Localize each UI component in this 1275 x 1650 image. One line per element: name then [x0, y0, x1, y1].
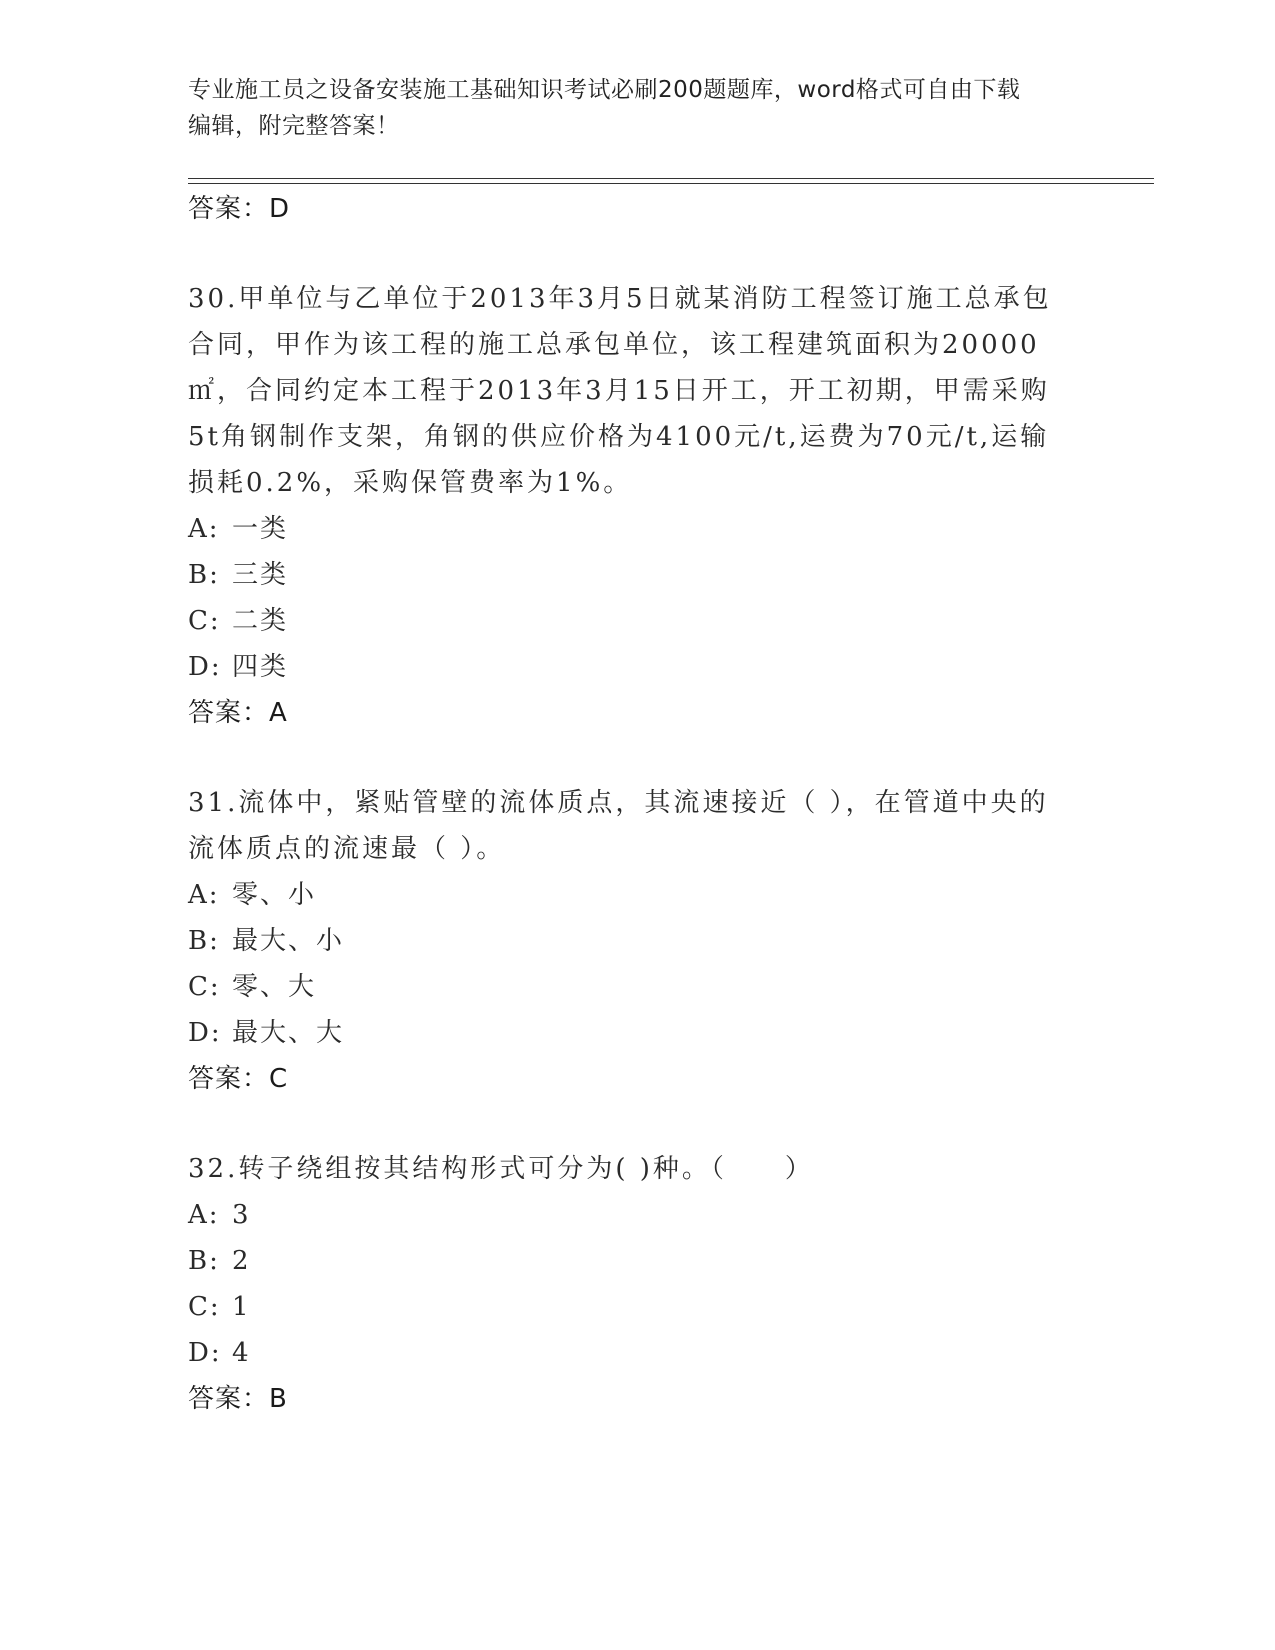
- option-d: [188, 1010, 1068, 1056]
- question-31: [188, 780, 1068, 1102]
- header-line-2: 编辑，附完整答案！: [188, 113, 400, 139]
- header-line-1: 专业施工员之设备安装施工基础知识考试必刷200题题库，word格式可自由下载: [188, 77, 1021, 103]
- option-a: [188, 1192, 1068, 1238]
- option-c: [188, 598, 1068, 644]
- answer-32: 答案：B: [188, 1384, 288, 1414]
- option-text: 3: [232, 1200, 251, 1230]
- option-text: 最大、小: [232, 926, 345, 956]
- question-32: [188, 1146, 1068, 1422]
- option-text: 三类: [232, 560, 289, 590]
- option-letter: D:: [188, 652, 222, 682]
- option-letter: A:: [188, 514, 220, 544]
- option-b: [188, 1238, 1068, 1284]
- answer-30: 答案：A: [188, 698, 288, 728]
- option-text: 一类: [232, 514, 289, 544]
- option-letter: B:: [188, 1246, 220, 1276]
- previous-answer: 答案：D: [188, 194, 291, 224]
- option-text: 4: [232, 1338, 251, 1368]
- option-text: 四类: [232, 652, 289, 682]
- option-text: 二类: [232, 606, 289, 636]
- option-text: 2: [232, 1246, 251, 1276]
- option-b: [188, 918, 1068, 964]
- question-list: [188, 186, 1068, 1422]
- question-text: 30.甲单位与乙单位于2013年3月5日就某消防工程签订施工总承包合同，甲作为该工程的施工总承包单位，该工程建筑面积为20000㎡，合同约定本工程于2013年3月15日开工，开工初期，甲需采购5t角钢制作支架，角钢的供应价格为4100元/t,运费为70元/t,运输损耗0.2%，采购保管费率为1%。: [188, 284, 1052, 498]
- option-text: 零、大: [232, 972, 317, 1002]
- option-letter: D:: [188, 1018, 222, 1048]
- document-header: [188, 72, 1068, 144]
- option-a: [188, 506, 1068, 552]
- header-divider-bottom: [188, 183, 1154, 184]
- question-30: [188, 276, 1068, 736]
- header-divider-top: [188, 178, 1154, 179]
- option-c: [188, 964, 1068, 1010]
- option-letter: A:: [188, 880, 220, 910]
- option-letter: D:: [188, 1338, 222, 1368]
- option-letter: B:: [188, 560, 220, 590]
- option-letter: C:: [188, 606, 221, 636]
- option-b: [188, 552, 1068, 598]
- answer-31: 答案：C: [188, 1064, 289, 1094]
- option-c: [188, 1284, 1068, 1330]
- option-a: [188, 872, 1068, 918]
- question-text: 32.转子绕组按其结构形式可分为( )种。（ ）: [188, 1154, 814, 1184]
- option-text: 1: [232, 1292, 251, 1322]
- option-d: [188, 1330, 1068, 1376]
- option-text: 最大、大: [232, 1018, 345, 1048]
- option-letter: C:: [188, 1292, 221, 1322]
- option-letter: C:: [188, 972, 221, 1002]
- option-letter: B:: [188, 926, 220, 956]
- option-letter: A:: [188, 1200, 220, 1230]
- question-text: 31.流体中，紧贴管壁的流体质点，其流速接近（ ），在管道中央的流体质点的流速最（ ）。: [188, 788, 1049, 864]
- option-text: 零、小: [232, 880, 317, 910]
- option-d: [188, 644, 1068, 690]
